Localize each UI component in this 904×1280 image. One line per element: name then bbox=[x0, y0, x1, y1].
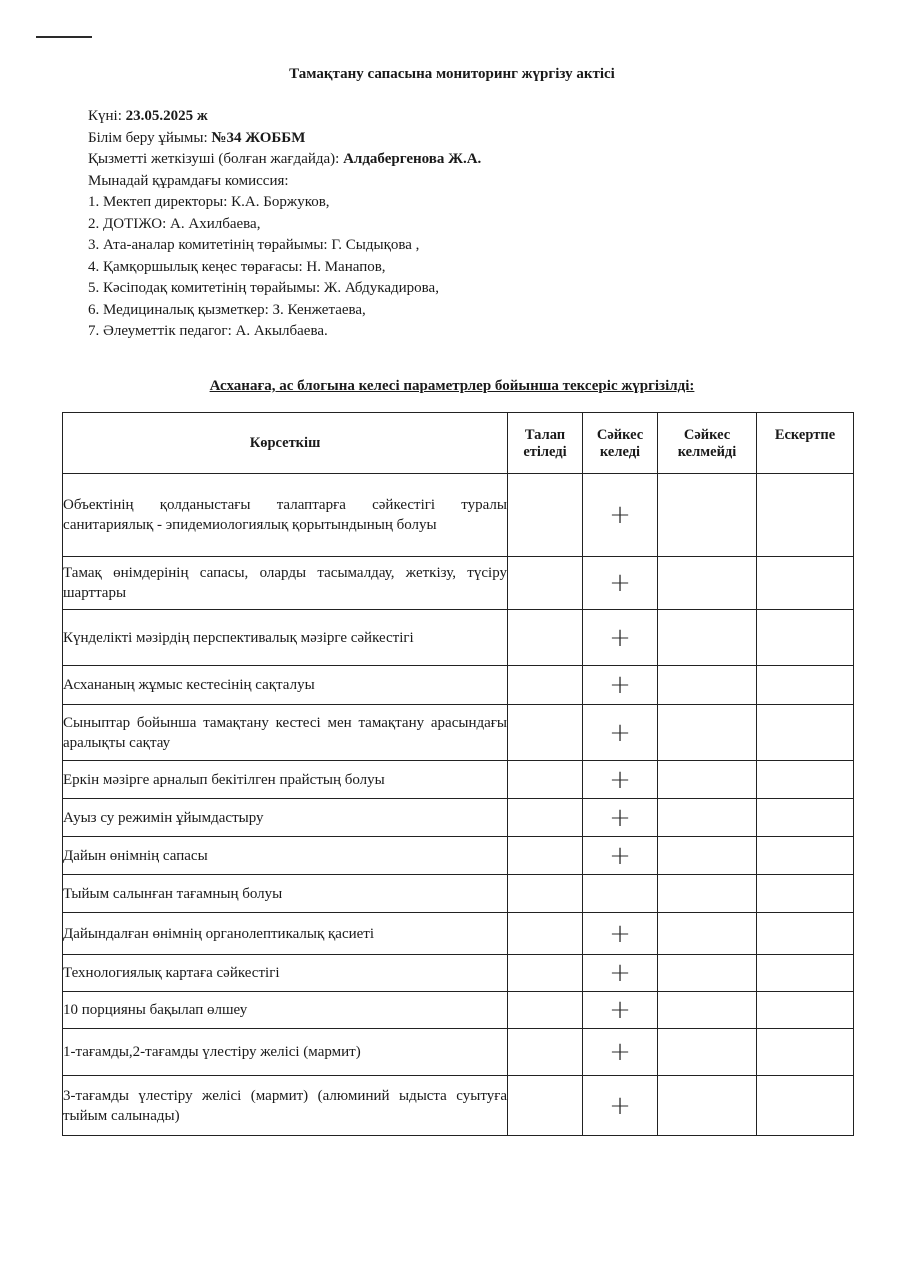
noncompliant-cell bbox=[658, 992, 757, 1029]
noncompliant-cell bbox=[658, 1029, 757, 1076]
table-row bbox=[63, 761, 854, 799]
compliant-mark: + bbox=[583, 557, 658, 610]
noncompliant-cell bbox=[658, 474, 757, 557]
org-line bbox=[88, 128, 481, 150]
org-label: Білім беру ұйымы: bbox=[88, 129, 208, 146]
note-cell bbox=[757, 705, 854, 761]
corner-pen-mark bbox=[36, 36, 92, 38]
compliant-mark: + bbox=[583, 799, 658, 837]
note-cell bbox=[757, 666, 854, 705]
required-cell bbox=[508, 705, 583, 761]
noncompliant-cell bbox=[658, 837, 757, 875]
table-row bbox=[63, 1029, 854, 1076]
commission-member: 4. Қамқоршылық кеңес төрағасы: Н. Манапов, bbox=[88, 258, 386, 275]
required-cell bbox=[508, 837, 583, 875]
indicator-cell: Дайын өнімнің сапасы bbox=[63, 837, 508, 875]
date-value: 23.05.2025 ж bbox=[125, 108, 208, 124]
commission-member: 2. ДОТІЖО: А. Ахилбаева, bbox=[88, 215, 261, 232]
compliant-mark: + bbox=[583, 992, 658, 1029]
table-row bbox=[63, 837, 854, 875]
note-cell bbox=[757, 474, 854, 557]
required-cell bbox=[508, 992, 583, 1029]
noncompliant-cell bbox=[658, 913, 757, 955]
commission-member: 3. Ата-аналар комитетінің төрайымы: Г. Сыдықова , bbox=[88, 237, 420, 253]
indicator-cell: 1-тағамды,2-тағамды үлестіру желісі (мармит) bbox=[63, 1029, 508, 1076]
table-row bbox=[63, 610, 854, 666]
note-cell bbox=[757, 557, 854, 610]
required-cell bbox=[508, 666, 583, 705]
compliant-mark: + bbox=[583, 610, 658, 666]
note-cell bbox=[757, 875, 854, 913]
compliant-mark: + bbox=[583, 666, 658, 705]
commission-member: 6. Медициналық қызметкер: З. Кенжетаева, bbox=[88, 301, 366, 318]
table-row bbox=[63, 992, 854, 1029]
note-cell bbox=[757, 955, 854, 992]
table-row bbox=[63, 799, 854, 837]
table-row bbox=[63, 557, 854, 610]
org-value: №34 ЖОББМ bbox=[211, 129, 306, 146]
required-cell bbox=[508, 1076, 583, 1136]
indicator-cell: Еркін мәзірге арналып бекітілген прайстың болуы bbox=[63, 761, 508, 799]
col-header-required: Талап етіледі bbox=[508, 413, 583, 474]
table-row bbox=[63, 1076, 854, 1136]
note-cell bbox=[757, 992, 854, 1029]
indicator-cell: Объектінің қолданыстағы талаптарға сәйкестігі туралы санитариялық - эпидемиологиялық қорытындының болуы bbox=[63, 474, 508, 557]
compliant-mark: + bbox=[583, 761, 658, 799]
provider-line bbox=[88, 149, 481, 171]
table-row bbox=[63, 955, 854, 992]
inspection-table bbox=[62, 412, 854, 1136]
noncompliant-cell bbox=[658, 761, 757, 799]
provider-label: Қызметті жеткізуші (болған жағдайда): bbox=[88, 151, 340, 167]
note-cell bbox=[757, 610, 854, 666]
note-cell bbox=[757, 761, 854, 799]
indicator-cell: Дайындалған өнімнің органолептикалық қасиеті bbox=[63, 913, 508, 955]
date-label: Күні: bbox=[88, 108, 122, 124]
col-header-indicator: Көрсеткіш bbox=[63, 413, 508, 474]
table-header-row bbox=[63, 413, 854, 474]
commission-member: 5. Кәсіподақ комитетінің төрайымы: Ж. Абдукадирова, bbox=[88, 280, 439, 296]
indicator-cell: Сыныптар бойынша тамақтану кестесі мен тамақтану арасындағы аралықты сақтау bbox=[63, 705, 508, 761]
noncompliant-cell bbox=[658, 955, 757, 992]
compliant-mark: + bbox=[583, 474, 658, 557]
indicator-cell: 3-тағамды үлестіру желісі (мармит) (алюминий ыдыста суытуға тыйым салынады) bbox=[63, 1076, 508, 1136]
col-header-noncompliant: Сәйкес келмейді bbox=[658, 413, 757, 474]
indicator-cell: Күнделікті мәзірдің перспективалық мәзірге сәйкестігі bbox=[63, 610, 508, 666]
compliant-mark: + bbox=[583, 1029, 658, 1076]
note-cell bbox=[757, 1076, 854, 1136]
inspection-subtitle: Асханаға, ас блогына келесі параметрлер бойынша тексеріс жүргізілді: bbox=[209, 378, 695, 394]
table-row bbox=[63, 875, 854, 913]
required-cell bbox=[508, 761, 583, 799]
indicator-cell: 10 порцияны бақылап өлшеу bbox=[63, 992, 508, 1029]
noncompliant-cell bbox=[658, 610, 757, 666]
required-cell bbox=[508, 875, 583, 913]
date-line bbox=[88, 106, 481, 128]
col-header-note: Ескертпе bbox=[757, 413, 854, 474]
table-row bbox=[63, 474, 854, 557]
noncompliant-cell bbox=[658, 799, 757, 837]
required-cell bbox=[508, 610, 583, 666]
compliant-mark: + bbox=[583, 837, 658, 875]
commission-intro: Мынадай құрамдағы комиссия: bbox=[88, 172, 289, 189]
required-cell bbox=[508, 557, 583, 610]
note-cell bbox=[757, 1029, 854, 1076]
noncompliant-cell bbox=[658, 557, 757, 610]
note-cell bbox=[757, 799, 854, 837]
noncompliant-cell bbox=[658, 1076, 757, 1136]
compliant-mark: + bbox=[583, 913, 658, 955]
required-cell bbox=[508, 799, 583, 837]
required-cell bbox=[508, 474, 583, 557]
indicator-cell: Асхананың жұмыс кестесінің сақталуы bbox=[63, 666, 508, 705]
col-header-compliant: Сәйкес келеді bbox=[583, 413, 658, 474]
indicator-cell: Технологиялық картаға сәйкестігі bbox=[63, 955, 508, 992]
noncompliant-cell bbox=[658, 705, 757, 761]
required-cell bbox=[508, 1029, 583, 1076]
note-cell bbox=[757, 837, 854, 875]
compliant-mark: + bbox=[583, 955, 658, 992]
compliant-mark: + bbox=[583, 705, 658, 761]
commission-member: 1. Мектеп директоры: К.А. Боржуков, bbox=[88, 194, 330, 210]
commission-member: 7. Әлеуметтік педагог: А. Акылбаева. bbox=[88, 323, 328, 339]
indicator-cell: Тыйым салынған тағамның болуы bbox=[63, 875, 508, 913]
provider-value: Алдабергенова Ж.А. bbox=[343, 151, 482, 167]
required-cell bbox=[508, 955, 583, 992]
indicator-cell: Тамақ өнімдерінің сапасы, оларды тасымалдау, жеткізу, түсіру шарттары bbox=[63, 557, 508, 610]
table-row bbox=[63, 705, 854, 761]
document-title: Тамақтану сапасына мониторинг жүргізу актісі bbox=[289, 66, 615, 82]
noncompliant-cell bbox=[658, 666, 757, 705]
note-cell bbox=[757, 913, 854, 955]
compliant-mark: + bbox=[583, 1076, 658, 1136]
compliant-mark bbox=[583, 875, 658, 913]
table-row bbox=[63, 666, 854, 705]
table-row bbox=[63, 913, 854, 955]
indicator-cell: Ауыз су режимін ұйымдастыру bbox=[63, 799, 508, 837]
required-cell bbox=[508, 913, 583, 955]
act-header bbox=[88, 106, 481, 343]
noncompliant-cell bbox=[658, 875, 757, 913]
